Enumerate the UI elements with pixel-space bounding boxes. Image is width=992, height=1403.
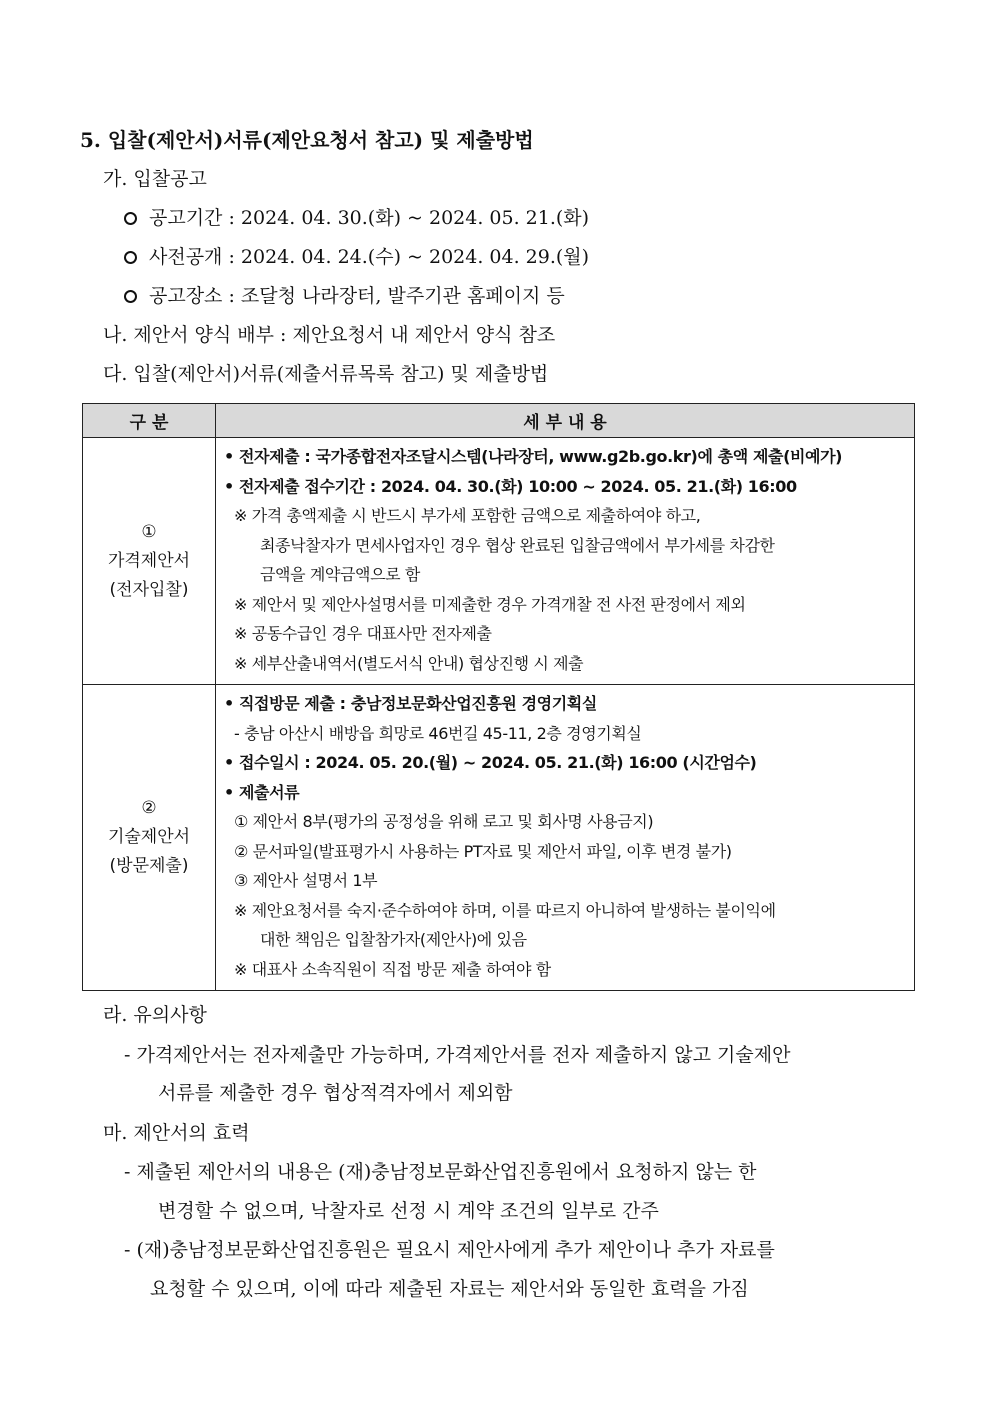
detail-line: ※ 제안요청서를 숙지·준수하여야 하며, 이를 따르지 아니하여 발생하는 불이익에 bbox=[234, 900, 776, 920]
category-label: 가격제안서 bbox=[107, 550, 191, 571]
caution-line: 서류를 제출한 경우 협상적격자에서 제외함 bbox=[158, 1082, 513, 1104]
detail-line: - 충남 아산시 배방읍 희망로 46번길 45-11, 2층 경영기획실 bbox=[234, 723, 642, 743]
details-tech bbox=[216, 685, 915, 991]
detail-line: ※ 제안서 및 제안사설명서를 미제출한 경우 가격개찰 전 사전 판정에서 제외 bbox=[234, 594, 746, 614]
detail-line: ※ 대표사 소속직원이 직접 방문 제출 하여야 함 bbox=[234, 959, 551, 979]
detail-line: • 전자제출 : 국가종합전자조달시스템(나라장터, www.g2b.go.kr)에 총액 제출(비예가) bbox=[224, 447, 843, 466]
validity-line: 요청할 수 있으며, 이에 따라 제출된 자료는 제안서와 동일한 효력을 가짐 bbox=[150, 1278, 749, 1300]
category-number: ② bbox=[141, 798, 157, 818]
detail-line: ※ 가격 총액제출 시 반드시 부가세 포함한 금액으로 제출하여야 하고, bbox=[234, 506, 701, 525]
notice-place-text: 공고장소 : 조달청 나라장터, 발주기관 홈페이지 등 bbox=[149, 285, 565, 307]
category-tech bbox=[83, 685, 216, 991]
detail-line: ② 문서파일(발표평가시 사용하는 PT자료 및 제안서 파일, 이후 변경 불가) bbox=[234, 841, 732, 861]
notice-period-text: 공고기간 : 2024. 04. 30.(화) ~ 2024. 05. 21.(화) bbox=[149, 207, 590, 229]
detail-line: • 직접방문 제출 : 충남정보문화산업진흥원 경영기획실 bbox=[224, 694, 597, 713]
category-price bbox=[83, 438, 216, 685]
validity-line: - (재)충남정보문화산업진흥원은 필요시 제안사에게 추가 제안이나 추가 자료를 bbox=[124, 1239, 775, 1261]
subsection-da-title: 다. 입찰(제안서)서류(제출서류목록 참고) 및 제출방법 bbox=[103, 363, 549, 385]
detail-line: • 접수일시 : 2024. 05. 20.(월) ~ 2024. 05. 21.(화) 16:00 (시간엄수) bbox=[224, 753, 757, 772]
notice-place-item bbox=[124, 281, 565, 308]
header-category: 구 분 bbox=[83, 404, 216, 438]
subsection-na-title: 나. 제안서 양식 배부 : 제안요청서 내 제안서 양식 참조 bbox=[103, 324, 556, 346]
section-title: 5. 입찰(제안서)서류(제안요청서 참고) 및 제출방법 bbox=[80, 128, 534, 152]
detail-line: ① 제안서 8부(평가의 공정성을 위해 로고 및 회사명 사용금지) bbox=[234, 812, 654, 831]
submission-table bbox=[82, 403, 915, 991]
details-price bbox=[216, 438, 915, 685]
detail-line: ※ 공동수급인 경우 대표사만 전자제출 bbox=[234, 624, 492, 643]
detail-line: 최종낙찰자가 면세사업자인 경우 협상 완료된 입찰금액에서 부가세를 차감한 bbox=[260, 535, 775, 555]
circle-bullet-icon bbox=[124, 290, 137, 303]
table-row-tech bbox=[83, 685, 915, 991]
header-details: 세 부 내 용 bbox=[216, 404, 915, 438]
subsection-ga-title: 가. 입찰공고 bbox=[103, 168, 207, 190]
detail-line: 금액을 계약금액으로 함 bbox=[260, 565, 420, 584]
detail-line: 대한 책임은 입찰참가자(제안사)에 있음 bbox=[260, 930, 527, 949]
preview-period-item bbox=[124, 242, 589, 269]
validity-line: - 제출된 제안서의 내용은 (재)충남정보문화산업진흥원에서 요청하지 않는 한 bbox=[124, 1161, 757, 1183]
detail-line: • 전자제출 접수기간 : 2024. 04. 30.(화) 10:00 ~ 2024. 05. 21.(화) 16:00 bbox=[224, 476, 797, 496]
validity-line: 변경할 수 없으며, 낙찰자로 선정 시 계약 조건의 일부로 간주 bbox=[158, 1200, 659, 1222]
detail-line: ③ 제안사 설명서 1부 bbox=[234, 871, 378, 890]
notice-period-item bbox=[124, 203, 589, 230]
detail-line: • 제출서류 bbox=[224, 782, 300, 802]
category-method: (방문제출) bbox=[109, 856, 189, 876]
subsection-ma-title: 마. 제안서의 효력 bbox=[103, 1122, 250, 1144]
subsection-ra-title: 라. 유의사항 bbox=[103, 1004, 207, 1026]
preview-period-text: 사전공개 : 2024. 04. 24.(수) ~ 2024. 04. 29.(월) bbox=[149, 246, 590, 268]
table-row-price bbox=[83, 438, 915, 685]
category-method: (전자입찰) bbox=[109, 579, 189, 600]
category-number: ① bbox=[141, 521, 157, 542]
caution-line: - 가격제안서는 전자제출만 가능하며, 가격제안서를 전자 제출하지 않고 기술제안 bbox=[124, 1044, 791, 1066]
circle-bullet-icon bbox=[124, 251, 137, 264]
detail-line: ※ 세부산출내역서(별도서식 안내) 협상진행 시 제출 bbox=[234, 653, 584, 673]
category-label: 기술제안서 bbox=[107, 827, 191, 847]
table-header-row bbox=[83, 404, 915, 438]
circle-bullet-icon bbox=[124, 212, 137, 225]
